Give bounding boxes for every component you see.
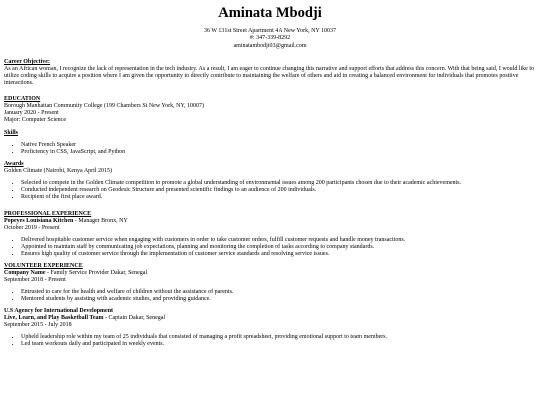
professional-heading: PROFESSIONAL EXPERIENCE [4,210,92,217]
skills-list [4,142,536,156]
volunteer-role-line [4,270,536,277]
list-item: • Recipient of the first place award. [21,194,536,201]
agency-list [4,334,536,348]
volunteer-dates: September 2018 - Present [4,276,66,283]
list-item: • Conducted independent research on Geodesic Structure and presented scientific findings to an audience of 200 individuals. [21,187,536,194]
phone-line: #: 347-339-8292 [249,35,291,42]
awards-subtitle: Golden Climate (Nairobi, Kenya April 2015) [4,167,112,174]
list-item: • Entrusted to care for the health and welfare of children without the assistance of parents. [21,289,536,296]
agency-title: U.S Agency for International Development [4,307,114,314]
professional-list [4,237,536,258]
agency-role: - Captain Dakar, Senegal [103,314,166,321]
list-item: • Delivered hospitable customer service when engaging with customers in order to take customer orders, fulfill customer requests and handle money transactions. [21,237,536,244]
objective-heading: Career Objective: [4,58,50,65]
resume-name: Aminata Mbodji [218,5,322,21]
professional-company: Popeyes Louisiana Kitchen [4,217,74,224]
list-item: • Selected to compete in the Golden Climate competition to promote a global understanding of environmental issues among 200 participants chosen due to their academic achievements. [21,180,536,187]
agency-program: Live, Learn, and Play Basketball Team [4,314,104,321]
list-item: • Mentored students by assisting with academic studies, and providing guidance. [21,296,536,303]
education-section [4,96,536,124]
professional-section [4,211,536,258]
awards-heading: Awards [4,160,24,167]
skills-section [4,130,536,156]
education-school: Borough Manhattan Community College (199 Chambers St New York, NY, 10007) [4,102,205,109]
education-major: Major: Computer Science [4,116,66,123]
agency-dates: September 2015 - July 2018 [4,321,72,328]
list-item: • Led team workouts daily and participated in weekly events. [21,341,536,348]
professional-dates: October 2019 - Present [4,224,60,231]
address-line: 36 W 131st Street Apartment 4A New York, NY 10037 [203,28,337,34]
professional-role-line [4,218,536,225]
list-item: • Proficiency in CSS, JavaScript, and Python [21,149,536,156]
volunteer-list [4,289,536,303]
awards-section [4,161,536,201]
volunteer-company: Company Name [4,269,46,276]
list-item: • Ensures high quality of customer service through the implementation of customer service standards and resolving service issues. [21,251,536,258]
objective-text: As an African woman, I recognize the lack of representation in the tech industry. As a result, I am eager to continue changing this narrative and support efforts that address this concern. With that being said, I would like to utilize coding skills to acquire a position where I am given the opportunity to directly contribute to maintaining the welfare of others and aid in creating a balanced environment for individuals that promotes positive interactions. [4,65,534,86]
skills-heading: Skills [4,129,19,136]
volunteer-heading: VOLUNTEER EXPERIENCE [4,262,83,269]
contact-block [4,28,536,50]
volunteer-role: - Family Service Provider Dakar, Senegal [45,269,148,276]
list-item: • Native French Speaker [21,142,536,149]
awards-list [4,180,536,201]
list-item: • Appointed to maintain staff by communicating job expectations, planning and monitoring the completion of tasks according to company standards. [21,244,536,251]
list-item: • Upheld leadership role within my team of 25 individuals that consisted of managing a profit spreadsheet, providing emotional support to team members. [21,334,536,341]
professional-role: - Manager Bronx, NY [73,217,128,224]
agency-section [4,308,536,348]
email-line: aminatambodji03@gmail.com [233,42,307,49]
objective-section [4,59,536,87]
education-dates: January 2020 - Present [4,109,59,116]
agency-role-line [4,315,536,322]
volunteer-section [4,263,536,303]
education-heading: EDUCATION [4,95,41,102]
